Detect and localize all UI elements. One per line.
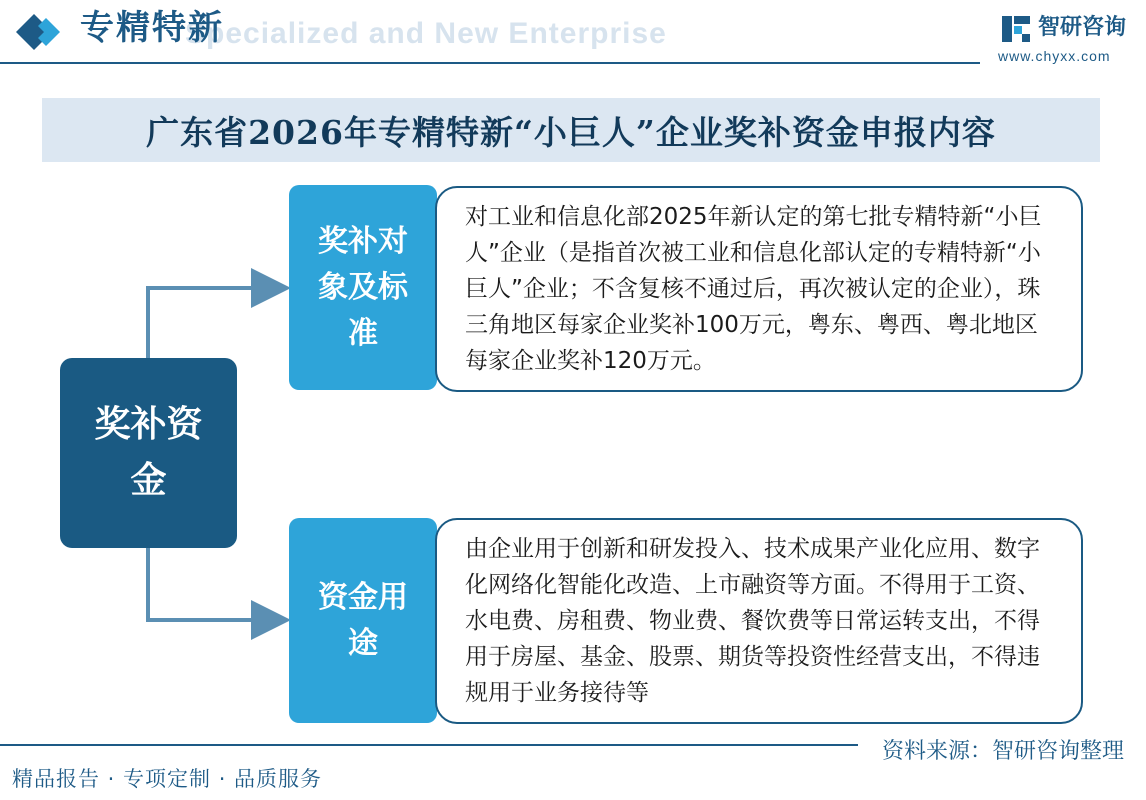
connector-to-branch-1 xyxy=(148,288,283,358)
footer-tagline: 精品报告 · 专项定制 · 品质服务 xyxy=(12,767,323,791)
central-label: 奖补资金 xyxy=(94,404,203,501)
title-band xyxy=(42,98,1100,162)
branch-2-label: 资金用途 xyxy=(318,579,408,661)
branch-2-text: 由企业用于创新和研发投入、技术成果产业化应用、数字化网络化智能化改造、上市融资等方面。不得用于工资、水电费、房租费、物业费、餐饮费等日常运转支出，不得用于房屋、基金、股票、期货等投资性经营支出，不得违规用于业务接待等 xyxy=(465,536,1040,706)
branch-2-text-box xyxy=(435,518,1083,724)
brand-mark-icon xyxy=(1000,14,1032,44)
header-divider xyxy=(0,62,980,64)
branch-1-text: 对工业和信息化部2025年新认定的第七批专精特新“小巨人”企业（是指首次被工业和信息化部认定的专精特新“小巨人”企业；不含复核不通过后，再次被认定的企业），珠三角地区每家企业奖补100万元，粤东、粤西、粤北地区每家企业奖补120万元。 xyxy=(465,204,1042,374)
branch-1-text-box xyxy=(435,186,1083,392)
branch-1-label: 奖补对象及标准 xyxy=(318,223,408,351)
footer-divider xyxy=(0,744,858,746)
connector-to-branch-2 xyxy=(148,548,283,620)
brand-name: 智研咨询 xyxy=(1038,15,1127,40)
header-subtitle-watermark: Specialized and New Enterprise xyxy=(185,17,667,50)
page-title: 广东省2026年专精特新“小巨人”企业奖补资金申报内容 xyxy=(146,112,996,152)
source-note: 资料来源：智研咨询整理 xyxy=(882,739,1125,764)
branch-1-label-box xyxy=(289,185,437,390)
brand-url: www.chyxx.com xyxy=(998,48,1111,64)
branch-2-label-box xyxy=(289,518,437,723)
header-diamond-icon xyxy=(14,10,62,54)
header-title: 专精特新 xyxy=(80,8,224,48)
brand-logo xyxy=(1000,12,1130,64)
central-node xyxy=(60,358,237,548)
